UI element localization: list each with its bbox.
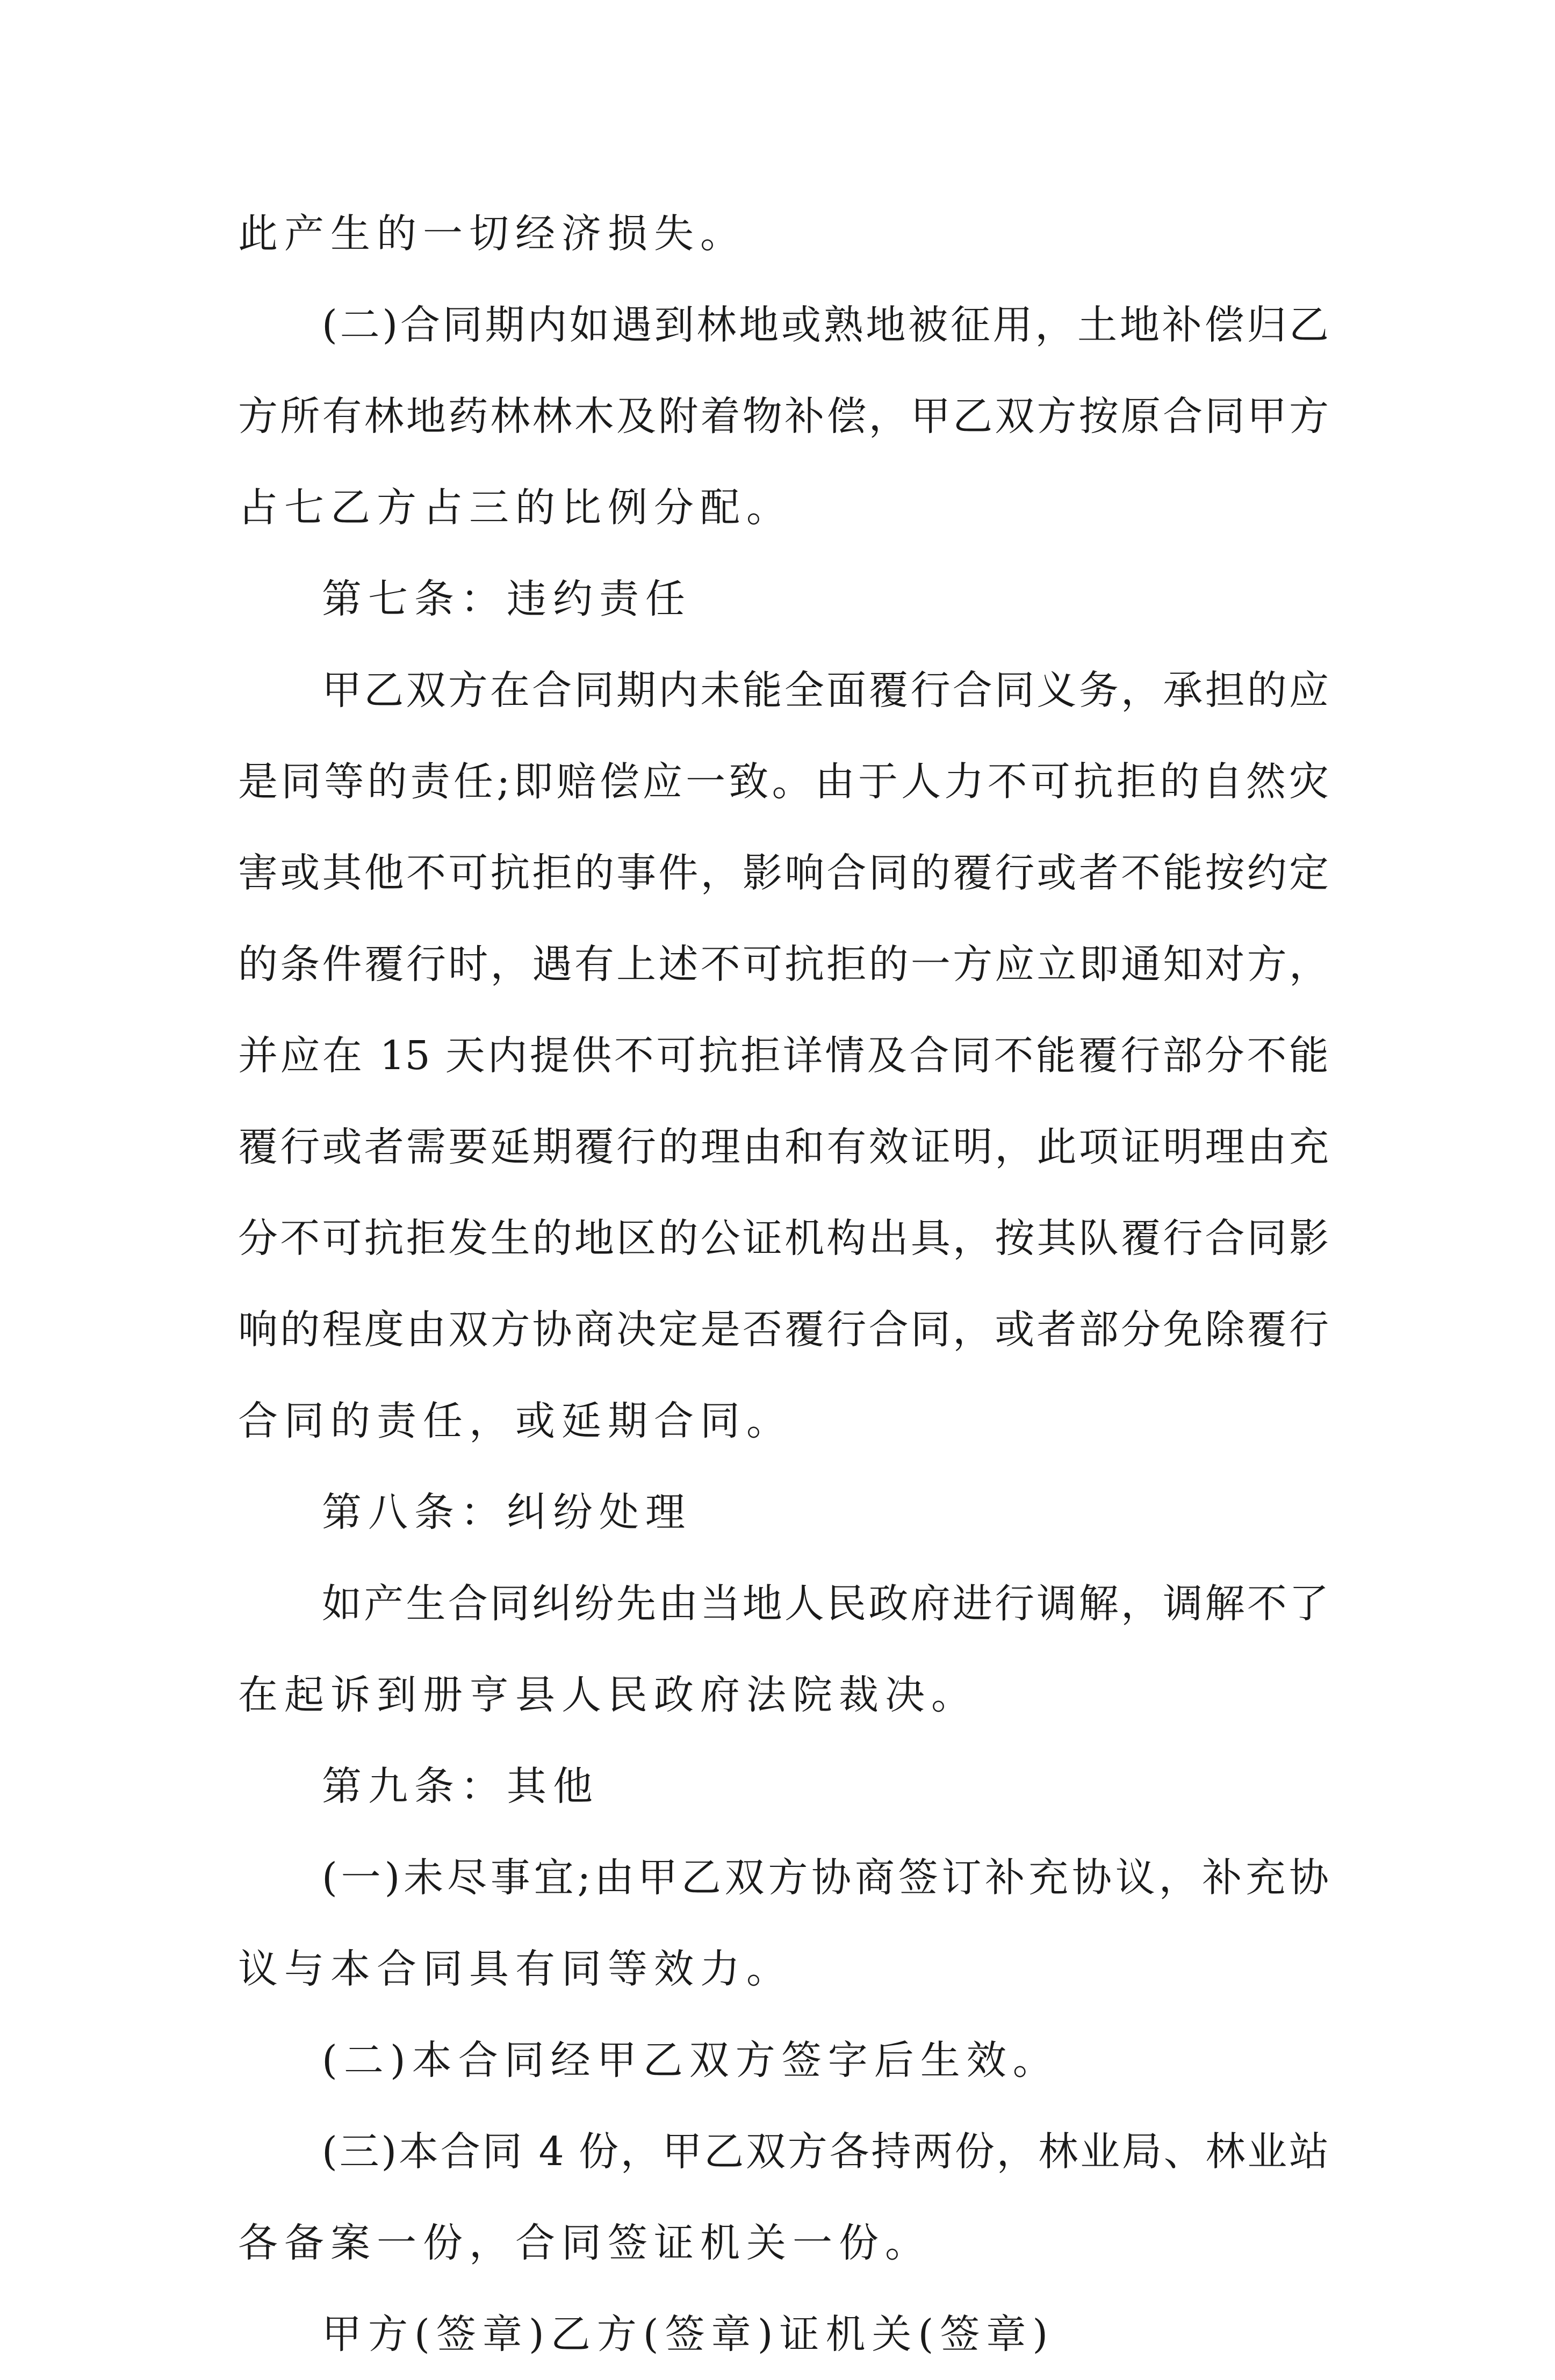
text-line: 合同的责任，或延期合同。: [238, 1398, 793, 1444]
text-line: (三)本合同 4 份，甲乙双方各持两份，林业局、林业站: [322, 2129, 1329, 2175]
text-line: 的条件覆行时，遇有上述不可抗拒的一方应立即通知对方，: [238, 941, 1329, 987]
text-line: 如产生合同纠纷先由当地人民政府进行调解，调解不了: [322, 1581, 1329, 1627]
text-line: 响的程度由双方协商决定是否覆行合同，或者部分免除覆行: [238, 1307, 1329, 1353]
text-line: 在起诉到册亨县人民政府法院裁决。: [238, 1672, 977, 1718]
document-body: [238, 188, 1329, 2380]
text-line: 覆行或者需要延期覆行的理由和有效证明，此项证明理由充: [238, 1124, 1329, 1170]
text-line: (二)本合同经甲乙双方签字后生效。: [322, 2037, 1059, 2083]
text-line: 甲乙双方在合同期内未能全面覆行合同义务，承担的应: [322, 667, 1329, 713]
text-line: (一)未尽事宜;由甲乙双方协商签订补充协议，补充协: [322, 1855, 1329, 1901]
text-line: 分不可抗拒发生的地区的公证机构出具，按其队覆行合同影: [238, 1215, 1329, 1261]
section-heading: 第七条：违约责任: [322, 576, 692, 622]
text-line: 害或其他不可抗拒的事件，影响合同的覆行或者不能按约定: [238, 850, 1329, 896]
text-line: (二)合同期内如遇到林地或熟地被征用，土地补偿归乙: [322, 302, 1329, 348]
text-line: 各备案一份，合同签证机关一份。: [238, 2220, 931, 2266]
signature-line: 甲方(签章)乙方(签章)证机关(签章): [322, 2311, 1055, 2357]
section-heading: 第八条：纠纷处理: [322, 1489, 692, 1535]
text-line: 占七乙方占三的比例分配。: [238, 485, 793, 531]
text-line: 方所有林地药林林木及附着物补偿，甲乙双方按原合同甲方: [238, 393, 1329, 439]
section-heading: 第九条：其他: [322, 1763, 599, 1809]
text-line: 是同等的责任;即赔偿应一致。由于人力不可抗拒的自然灾: [238, 759, 1329, 805]
text-line: 此产生的一切经济损失。: [238, 211, 746, 257]
text-line: 议与本合同具有同等效力。: [238, 1946, 793, 1992]
text-line: 并应在 15 天内提供不可抗拒详情及合同不能覆行部分不能: [238, 1033, 1329, 1079]
